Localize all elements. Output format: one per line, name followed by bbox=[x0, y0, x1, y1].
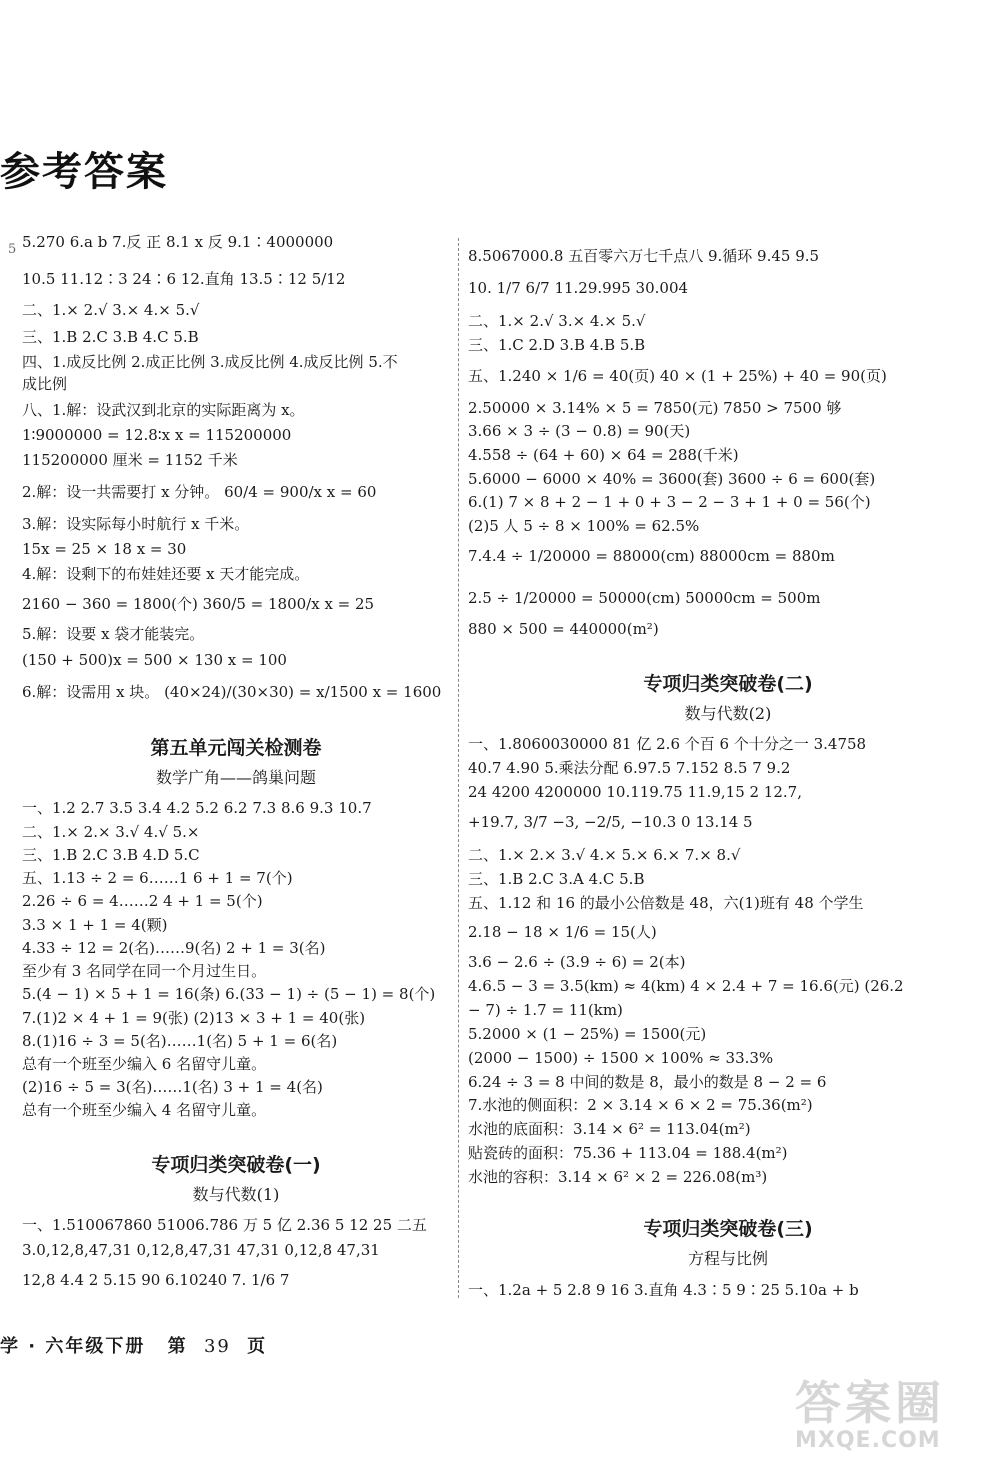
answer-line: 880 × 500 = 440000(m²) bbox=[468, 620, 659, 638]
answer-line: +19.7, 3/7 −3, −2/5, −10.3 0 13.14 5 bbox=[468, 813, 753, 831]
answer-line: 5.解：设要 x 袋才能装完。 bbox=[22, 625, 205, 643]
answer-line: 一、1.2a + 5 2.8 9 16 3.直角 4.3∶5 9∶25 5.10a + b bbox=[468, 1281, 859, 1299]
answer-line: 4.33 ÷ 12 = 2(名)……9(名) 2 + 1 = 3(名) bbox=[22, 939, 326, 957]
answer-line: 2.18 − 18 × 1/6 = 15(人) bbox=[468, 923, 657, 941]
answer-line: 5.(4 − 1) × 5 + 1 = 16(条) 6.(33 − 1) ÷ (5 − 1) = 8(个) bbox=[22, 985, 436, 1003]
answer-line: 24 4200 4200000 10.119.75 11.9,15 2 12.7, bbox=[468, 783, 802, 801]
answer-line: 二、1.× 2.√ 3.× 4.× 5.√ bbox=[22, 301, 200, 319]
answer-line: 三、1.B 2.C 3.B 4.C 5.B bbox=[22, 328, 199, 346]
answer-line: 7.4.4 ÷ 1/20000 = 88000(cm) 88000cm = 880m bbox=[468, 547, 835, 565]
answer-line: 4.6.5 − 3 = 3.5(km) ≈ 4(km) 4 × 2.4 + 7 = 16.6(元) (26.2 bbox=[468, 977, 904, 995]
left-edge-mark: 5 bbox=[8, 242, 17, 257]
answer-line: 2.解：设一共需要打 x 分钟。 60/4 = 900/x x = 60 bbox=[22, 483, 377, 501]
answer-line: 五、1.12 和 16 的最小公倍数是 48，六(1)班有 48 个学生 bbox=[468, 894, 864, 912]
answer-line: 3.解：设实际每小时航行 x 千米。 bbox=[22, 515, 250, 533]
answer-line: 7.(1)2 × 4 + 1 = 9(张) (2)13 × 3 + 1 = 40(张) bbox=[22, 1009, 366, 1027]
answer-line: 三、1.B 2.C 3.A 4.C 5.B bbox=[468, 870, 645, 888]
answer-line: 四、1.成反比例 2.成正比例 3.成反比例 4.成反比例 5.不 bbox=[22, 353, 398, 371]
answer-line: 15x = 25 × 18 x = 30 bbox=[22, 540, 187, 558]
answer-line: 10.5 11.12∶3 24∶6 12.直角 13.5∶12 5/12 bbox=[22, 270, 346, 288]
answer-line: (2000 − 1500) ÷ 1500 × 100% ≈ 33.3% bbox=[468, 1049, 774, 1067]
page-footer bbox=[0, 1332, 267, 1358]
section-subtitle: 方程与比例 bbox=[687, 1249, 768, 1268]
answer-line: 一、1.2 2.7 3.5 3.4 4.2 5.2 6.2 7.3 8.6 9.3 10.7 bbox=[22, 799, 372, 817]
answer-line: 8.(1)16 ÷ 3 = 5(名)……1(名) 5 + 1 = 6(名) bbox=[22, 1032, 338, 1050]
answer-line: 水池的底面积：3.14 × 6² = 113.04(m²) bbox=[468, 1120, 751, 1138]
section-title: 第五单元闯关检测卷 bbox=[150, 737, 322, 759]
watermark-brand: 答案圈 bbox=[795, 1376, 945, 1430]
answer-line: 三、1.B 2.C 3.B 4.D 5.C bbox=[22, 846, 200, 864]
answer-line: 3.66 × 3 ÷ (3 − 0.8) = 90(天) bbox=[468, 422, 691, 440]
answer-line: 二、1.× 2.√ 3.× 4.× 5.√ bbox=[468, 312, 646, 330]
answer-line: 5.270 6.a b 7.反 正 8.1 x 反 9.1∶4000000 bbox=[22, 233, 334, 251]
answer-line: 2.26 ÷ 6 = 4……2 4 + 1 = 5(个) bbox=[22, 892, 263, 910]
answer-line: 水池的容积：3.14 × 6² × 2 = 226.08(m³) bbox=[468, 1168, 768, 1186]
answer-line: 8.5067000.8 五百零六万七千点八 9.循环 9.45 9.5 bbox=[468, 247, 820, 265]
answer-line: (2)16 ÷ 5 = 3(名)……1(名) 3 + 1 = 4(名) bbox=[22, 1078, 323, 1096]
answer-line: 40.7 4.90 5.乘法分配 6.97.5 7.152 8.5 7 9.2 bbox=[468, 759, 791, 777]
section-subtitle: 数与代数(2) bbox=[684, 704, 772, 723]
section-title: 专项归类突破卷(二) bbox=[643, 673, 813, 695]
section-subtitle: 数与代数(1) bbox=[192, 1185, 280, 1204]
answer-line: 总有一个班至少编入 4 名留守儿童。 bbox=[22, 1101, 267, 1119]
section-title: 专项归类突破卷(三) bbox=[643, 1218, 813, 1240]
answer-line: 6.解：设需用 x 块。 (40×24)/(30×30) = x/1500 x = 1600 bbox=[22, 683, 442, 701]
answer-line: 五、1.13 ÷ 2 = 6……1 6 + 1 = 7(个) bbox=[22, 869, 293, 887]
answer-line: 4.558 ÷ (64 + 60) × 64 = 288(千米) bbox=[468, 446, 739, 464]
answer-line: (2)5 人 5 ÷ 8 × 100% = 62.5% bbox=[468, 517, 700, 535]
answer-line: 成比例 bbox=[22, 375, 68, 393]
answer-line: 3.3 × 1 + 1 = 4(颗) bbox=[22, 916, 168, 934]
footer-page-suffix: 页 bbox=[247, 1336, 268, 1357]
answer-line: 6.24 ÷ 3 = 8 中间的数是 8，最小的数是 8 − 2 = 6 bbox=[468, 1073, 827, 1091]
answer-line: 5.6000 − 6000 × 40% = 3600(套) 3600 ÷ 6 = 600(套) bbox=[468, 470, 876, 488]
answer-line: 6.(1) 7 × 8 + 2 − 1 + 0 + 3 − 2 − 3 + 1 + 0 = 56(个) bbox=[468, 493, 871, 511]
answer-line: 总有一个班至少编入 6 名留守儿童。 bbox=[22, 1055, 267, 1073]
answer-line: 10. 1/7 6/7 11.29.995 30.004 bbox=[468, 279, 689, 297]
column-divider bbox=[458, 238, 459, 1298]
answer-line: 五、1.240 × 1/6 = 40(页) 40 × (1 + 25%) + 40 = 90(页) bbox=[468, 367, 887, 385]
page-title: 参考答案 bbox=[0, 149, 168, 195]
answer-line: 二、1.× 2.× 3.√ 4.√ 5.× bbox=[22, 823, 200, 841]
answer-line: 至少有 3 名同学在同一个月过生日。 bbox=[22, 962, 267, 980]
answer-line: 3.0,12,8,47,31 0,12,8,47,31 47,31 0,12,8 47,31 bbox=[22, 1241, 380, 1259]
answer-line: 12,8 4.4 2 5.15 90 6.10240 7. 1/6 7 bbox=[22, 1271, 290, 1289]
section-subtitle: 数学广角——鸽巢问题 bbox=[155, 768, 316, 787]
answer-line: 贴瓷砖的面积：75.36 + 113.04 = 188.4(m²) bbox=[468, 1144, 788, 1162]
footer-page-number: 39 bbox=[203, 1336, 231, 1357]
answer-line: 1∶9000000 = 12.8∶x x = 115200000 bbox=[22, 426, 292, 444]
answer-line: 一、1.510067860 51006.786 万 5 亿 2.36 5 12 25 二五 bbox=[22, 1216, 427, 1234]
answer-line: 一、1.8060030000 81 亿 2.6 个百 6 个十分之一 3.4758 bbox=[468, 735, 867, 753]
answer-line: 5.2000 × (1 − 25%) = 1500(元) bbox=[468, 1025, 707, 1043]
answer-line: 7.水池的侧面积：2 × 3.14 × 6 × 2 = 75.36(m²) bbox=[468, 1096, 813, 1114]
answer-line: 2160 − 360 = 1800(个) 360/5 = 1800/x x = 25 bbox=[22, 595, 375, 613]
watermark-url: MXQE.COM bbox=[795, 1428, 941, 1453]
watermark-logo bbox=[795, 1378, 980, 1458]
answer-line: 2.5 ÷ 1/20000 = 50000(cm) 50000cm = 500m bbox=[468, 589, 821, 607]
answer-line: 八、1.解：设武汉到北京的实际距离为 x。 bbox=[22, 401, 305, 419]
answer-line: 二、1.× 2.× 3.√ 4.× 5.× 6.× 7.× 8.√ bbox=[468, 846, 741, 864]
answer-line: (150 + 500)x = 500 × 130 x = 100 bbox=[22, 651, 287, 669]
section-title: 专项归类突破卷(一) bbox=[151, 1154, 321, 1176]
answer-line: 三、1.C 2.D 3.B 4.B 5.B bbox=[468, 336, 646, 354]
answer-line: 4.解：设剩下的布娃娃还要 x 天才能完成。 bbox=[22, 565, 310, 583]
footer-subject: 学 · 六年级下册 bbox=[0, 1336, 146, 1357]
footer-page-prefix: 第 bbox=[167, 1336, 188, 1357]
answer-line: 3.6 − 2.6 ÷ (3.9 ÷ 6) = 2(本) bbox=[468, 953, 686, 971]
answer-line: 2.50000 × 3.14% × 5 = 7850(元) 7850 > 7500 够 bbox=[468, 399, 842, 417]
answer-line: − 7) ÷ 1.7 = 11(km) bbox=[468, 1001, 623, 1019]
answer-line: 115200000 厘米 = 1152 千米 bbox=[22, 451, 238, 469]
